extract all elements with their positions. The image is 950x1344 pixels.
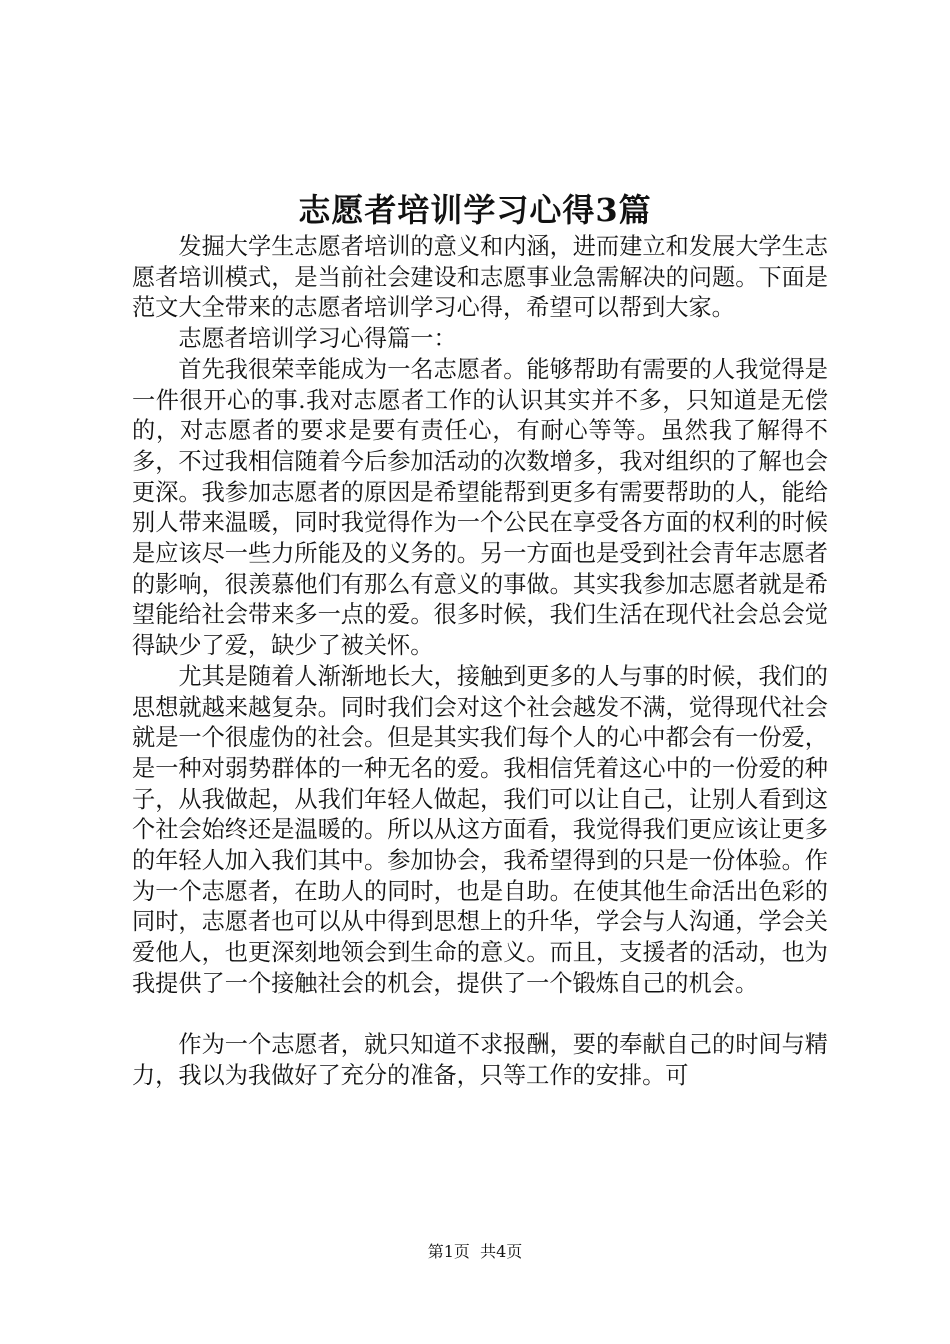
page-footer [0, 1240, 950, 1264]
paragraph-spacer [132, 1000, 828, 1031]
page-total: 共4页 [480, 1242, 523, 1261]
section-heading: 志愿者培训学习心得篇一： [178, 325, 457, 353]
body-paragraph: 作为一个志愿者，就只知道不求报酬，要的奉献自己的时间与精力，我以为我做好了充分的准备，只等工作的安排。可 [132, 1031, 828, 1089]
intro-paragraph: 发掘大学生志愿者培训的意义和内涵，进而建立和发展大学生志愿者培训模式，是当前社会建设和志愿事业急需解决的问题。下面是范文大全带来的志愿者培训学习心得，希望可以帮到大家。 [132, 233, 828, 322]
page-number: 第1页 [427, 1242, 470, 1261]
footer-separator [470, 1242, 480, 1261]
body-paragraph: 尤其是随着人渐渐地长大，接触到更多的人与事的时候，我们的思想就越来越复杂。同时我们会对这个社会越发不满，觉得现代社会就是一个很虚伪的社会。但是其实我们每个人的心中都会有一份爱，是一种对弱势群体的一种无名的爱。我相信凭着这心中的一份爱的种子，从我做起，从我们年轻人做起，我们可以让自己，让别人看到这个社会始终还是温暖的。所以从这方面看，我觉得我们更应该让更多的年轻人加入我们其中。参加协会，我希望得到的只是一份体验。作为一个志愿者，在助人的同时，也是自助。在使其他生命活出色彩的同时，志愿者也可以从中得到思想上的升华，学会与人沟通，学会关爱他人，也更深刻地领会到生命的意义。而且，支援者的活动，也为我提供了一个接触社会的机会，提供了一个锻炼自己的机会。 [132, 662, 828, 997]
document-body [132, 232, 828, 1092]
document-title: 志愿者培训学习心得3篇 [298, 191, 652, 229]
body-paragraph: 首先我很荣幸能成为一名志愿者。能够帮助有需要的人我觉得是一件很开心的事.我对志愿者工作的认识其实并不多，只知道是无偿的，对志愿者的要求是要有责任心，有耐心等等。虽然我了解得不多，不过我相信随着今后参加活动的次数增多，我对组织的了解也会更深。我参加志愿者的原因是希望能帮到更多有需要帮助的人，能给别人带来温暖，同时我觉得作为一个公民在享受各方面的权利的时候是应该尽一些力所能及的义务的。另一方面也是受到社会青年志愿者的影响，很羡慕他们有那么有意义的事做。其实我参加志愿者就是希望能给社会带来多一点的爱。很多时候，我们生活在现代社会总会觉得缺少了爱，缺少了被关怀。 [132, 355, 828, 660]
